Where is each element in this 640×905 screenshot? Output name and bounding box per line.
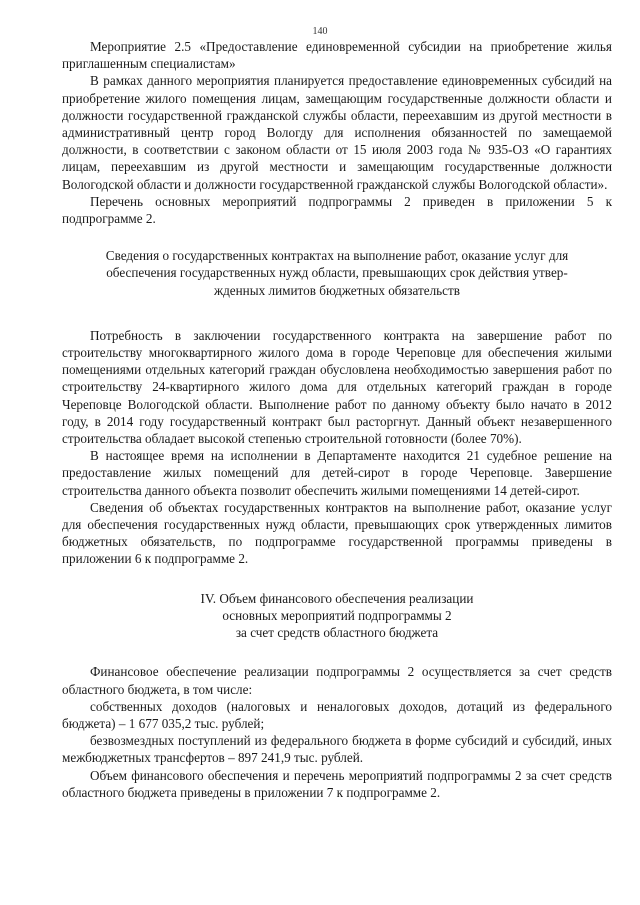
- heading-line: IV. Объем финансового обеспечения реализации: [200, 590, 474, 606]
- paragraph-court-decisions: В настоящее время на исполнении в Департаменте находится 21 судебное решение на предоставление жилых помещений для детей-сирот в городе Череповце. Завершение строительства данного объекта позволит обеспечить жилыми помещениями 14 детей-сирот.: [62, 448, 612, 498]
- heading-line: основных мероприятий подпрограммы 2: [222, 607, 452, 623]
- heading-line: обеспечения государственных нужд области, превышающих срок действия утвер-: [106, 265, 568, 281]
- paragraph-federal-transfers: безвозмездных поступлений из федерального бюджета в форме субсидий и субсидий, иных межбюджетных трансфертов – 897 241,9 тыс. рублей.: [62, 733, 612, 766]
- paragraph-contract-need: Потребность в заключении государственного контракта на завершение работ по строительству многоквартирного жилого дома в городе Череповце для обеспечения жилыми помещениями отдельных категорий граждан обусловлена необходимостью завершения работ по строительству 24-квартирного жилого дома для отдельных категорий граждан в городе Череповце Вологодской области. Выполнение работ по данному объекту было начато в 2012 году, в 2014 году государственный контракт был расторгнут. Данный объект незавершенного строительства обладает высокой степенью строительной готовности (более 70%).: [62, 327, 612, 447]
- paragraph-appendix-7: Объем финансового обеспечения и перечень мероприятий подпрограммы 2 за счет средств областного бюджета приведены в приложении 7 к подпрограмме 2.: [62, 767, 612, 800]
- heading-line: Сведения о государственных контрактах на выполнение работ, оказание услуг для: [105, 248, 569, 264]
- document-body: [62, 38, 612, 801]
- heading-line: за счет средств областного бюджета: [235, 625, 439, 641]
- section-heading-financing: [62, 590, 612, 642]
- paragraph-measure-2-5: Мероприятие 2.5 «Предоставление единовременной субсидии на приобретение жилья приглашенным специалистам»: [62, 39, 612, 72]
- paragraph-appendix-5: Перечень основных мероприятий подпрограммы 2 приведен в приложении 5 к подпрограмме 2.: [62, 193, 612, 227]
- paragraph-own-revenues: собственных доходов (налоговых и неналоговых доходов, дотаций из федерального бюджета) – 1 677 035,2 тыс. рублей;: [62, 698, 612, 731]
- section-heading-contracts: [62, 247, 612, 299]
- paragraph-financing-intro: Финансовое обеспечение реализации подпрограммы 2 осуществляется за счет средств областного бюджета, в том числе:: [62, 664, 612, 697]
- paragraph-appendix-6: Сведения об объектах государственных контрактов на выполнение работ, оказание услуг для обеспечения государственных нужд области, превышающих срок утвержденных лимитов бюджетных обязательств, по подпрограмме государственной программы приведены в приложении 6 к подпрограмме 2.: [62, 499, 612, 567]
- heading-line: жденных лимитов бюджетных обязательств: [213, 282, 461, 298]
- page-number: 140: [312, 26, 328, 37]
- paragraph-subsidy-description: В рамках данного мероприятия планируется предоставление единовременных субсидий на приобретение жилого помещения лицам, замещающим государственные должности области и должности государственной гражданской службы области, переехавшим из другой местности в административный центр город Вологду для исполнения обязанностей по замещаемой должности, в соответствии с законом области от 15 июля 2003 года № 935-ОЗ «О гарантиях лицам, переехавшим из другой местности и замещающим государственные должности Вологодской области и должности государственной гражданской службы Вологодской области».: [62, 73, 612, 192]
